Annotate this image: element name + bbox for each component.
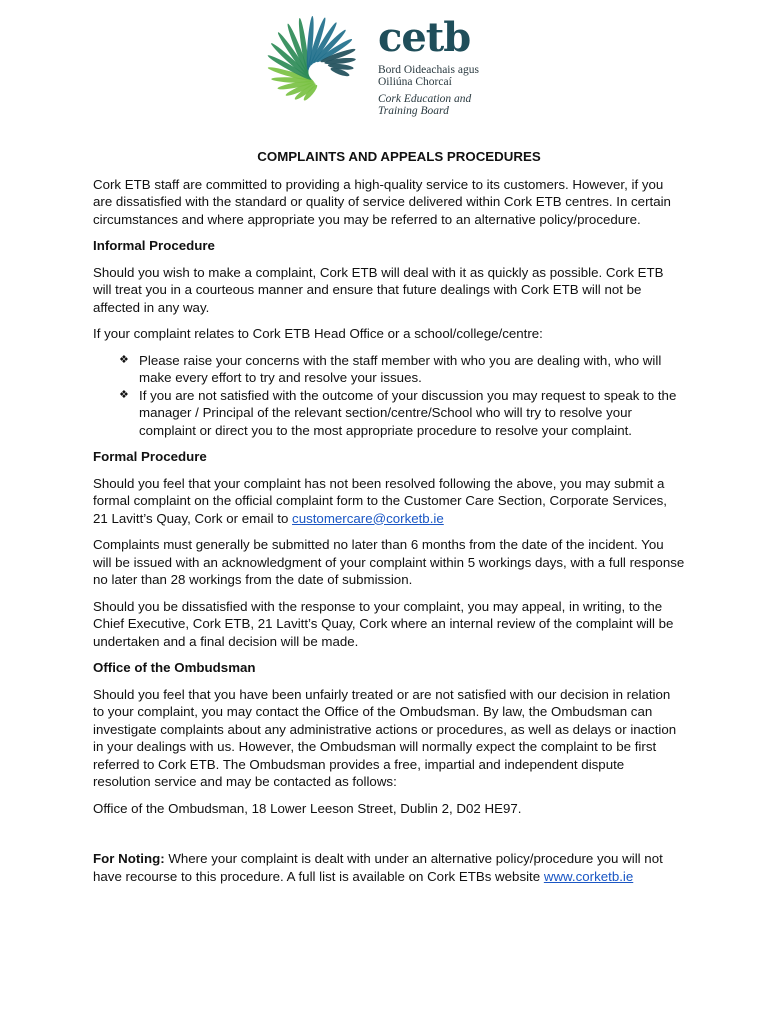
logo-irish-line: Oiliúna Chorcaí	[378, 76, 452, 88]
for-noting-text: Where your complaint is dealt with under an alternative policy/procedure you will not have recourse to this procedure. A full list is available on Cork ETBs website	[93, 851, 663, 884]
informal-scope-paragraph: If your complaint relates to Cork ETB Head Office or a school/college/centre:	[93, 326, 543, 341]
ombudsman-paragraph: Should you feel that you have been unfairly treated or are not satisfied with our decision in relation to your complaint, you may contact the Office of the Ombudsman. By law, the Ombudsman can investigate complaints about any administrative actions or procedures, as well as delays or inaction in your dealings with us. However, the Ombudsman will normally expect the complaint to be first referred to Cork ETB. The Ombudsman provides a free, impartial and independent dispute resolution service and may be contacted as follows:	[93, 686, 677, 789]
ombudsman-address: Office of the Ombudsman, 18 Lower Leeson Street, Dublin 2, D02 HE97.	[93, 800, 522, 816]
formal-paragraph-text: Should you feel that your complaint has not been resolved following the above, you may submit a formal complaint on the official complaint form to the Customer Care Section, Corporate Services, 21 Lavitt’s Quay, Cork or email to	[93, 475, 667, 526]
logo-wordmark: cetb	[378, 14, 471, 61]
logo-irish-name	[378, 64, 479, 88]
formal-paragraph	[93, 475, 685, 528]
diamond-bullet-icon: ❖	[119, 388, 129, 401]
submission-deadline-paragraph: Complaints must generally be submitted no later than 6 months from the date of the incident. You will be issued with an acknowledgment of your complaint within 5 workings days, with a full response no later than 28 workings from the date of submission.	[93, 537, 685, 587]
website-link[interactable]: www.corketb.ie	[543, 868, 634, 884]
list-item-text: Please raise your concerns with the staff member with who you are dealing with, who will make every effort to try and resolve your issues.	[139, 352, 662, 385]
customer-care-email-link[interactable]: customercare@corketb.ie	[292, 510, 444, 526]
for-noting-label: For Noting:	[93, 851, 165, 866]
spacer	[93, 826, 685, 850]
logo-english-line: Cork Education and	[378, 93, 472, 105]
list-item	[119, 387, 685, 440]
diamond-bullet-icon: ❖	[119, 353, 129, 366]
ombudsman-heading: Office of the Ombudsman	[93, 660, 256, 675]
list-item	[119, 352, 685, 387]
document-body	[93, 148, 685, 894]
list-item-text: If you are not satisfied with the outcome of your discussion you may request to speak to the manager / Principal of the relevant section/centre/School who will try to resolve your complaint or direct you to the most appropriate procedure to resolve your complaint.	[139, 387, 677, 438]
formal-heading: Formal Procedure	[93, 449, 207, 464]
informal-bullet-list	[93, 352, 685, 440]
cetb-logo	[252, 16, 492, 124]
logo-text-block	[378, 14, 479, 117]
intro-paragraph: Cork ETB staff are committed to providing a high-quality service to its customers. However, if you are dissatisfied with the standard or quality of service delivered within Cork ETB centres. In certain circumstances and where appropriate you may be referred to an alternative policy/procedure.	[93, 176, 671, 227]
for-noting-paragraph	[93, 850, 685, 885]
appeal-paragraph: Should you be dissatisfied with the response to your complaint, you may appeal, in writing, to the Chief Executive, Cork ETB, 21 Lavitt’s Quay, Cork where an internal review of the complaint will be undertaken and a final decision will be made.	[93, 598, 674, 649]
logo-english-name	[378, 93, 479, 117]
logo-english-line: Training Board	[378, 105, 449, 117]
page-title: COMPLAINTS AND APPEALS PROCEDURES	[257, 149, 541, 164]
informal-heading: Informal Procedure	[93, 238, 215, 253]
informal-paragraph: Should you wish to make a complaint, Cork ETB will deal with it as quickly as possible. Cork ETB will treat you in a courteous manner and ensure that future dealings with Cork ETB will not be affected in any way.	[93, 264, 664, 315]
swirl-logo-icon	[252, 16, 370, 124]
logo-irish-line: Bord Oideachais agus	[378, 64, 479, 76]
